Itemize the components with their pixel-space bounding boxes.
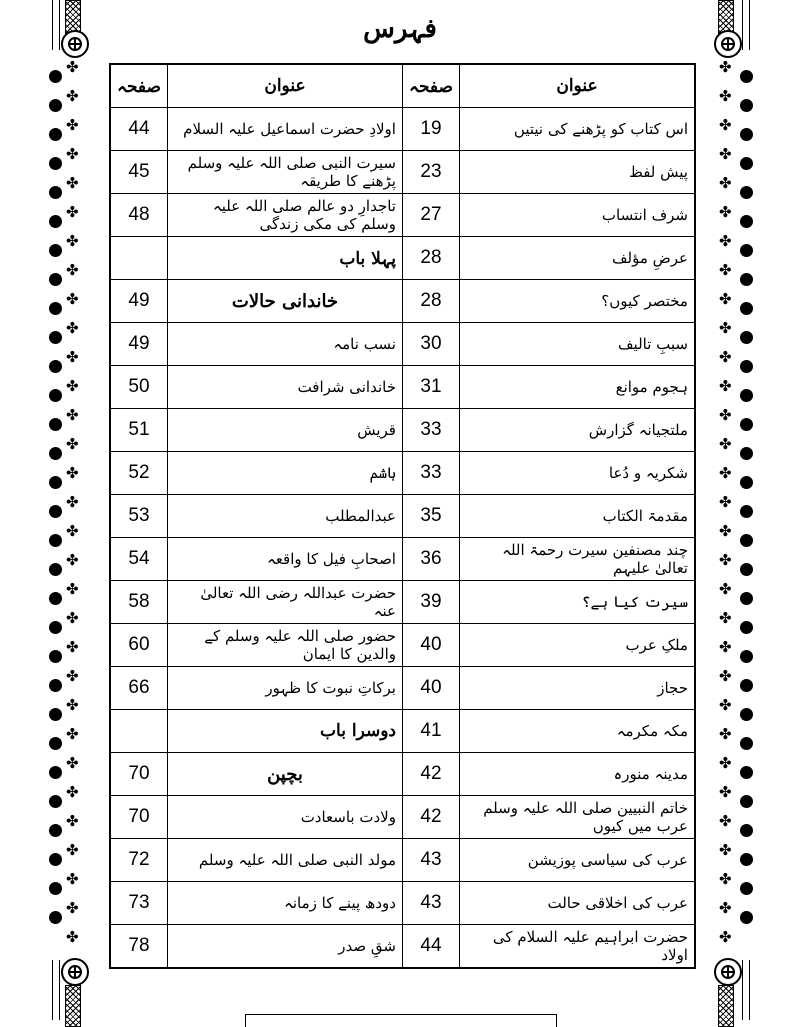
flower-icon: ✤ xyxy=(66,638,79,656)
right-page-number: 27 xyxy=(402,194,459,237)
lattice-ornament-icon xyxy=(65,985,81,1027)
border-rail-bottom xyxy=(742,960,750,1020)
flower-icon: ✤ xyxy=(719,725,732,743)
right-entry-title: ملکِ عرب xyxy=(459,624,695,667)
flower-icon: ✤ xyxy=(719,696,732,714)
flower-icon: ✤ xyxy=(66,667,79,685)
flower-icon: ✤ xyxy=(66,783,79,801)
left-entry-title: دودھ پینے کا زمانہ xyxy=(167,882,402,925)
flower-icon: ✤ xyxy=(66,899,79,917)
bead-icon xyxy=(49,331,62,344)
table-header-row xyxy=(110,64,695,108)
left-page-number: 48 xyxy=(110,194,167,237)
flower-icon: ✤ xyxy=(719,290,732,308)
right-page-number: 42 xyxy=(402,796,459,839)
flower-icon: ✤ xyxy=(719,87,732,105)
table-row xyxy=(110,710,695,753)
right-entry-title: شکریہ و دُعا xyxy=(459,452,695,495)
right-page-number: 23 xyxy=(402,151,459,194)
bead-icon xyxy=(49,795,62,808)
right-page-number: 19 xyxy=(402,108,459,151)
bead-icon xyxy=(49,128,62,141)
bead-icon xyxy=(740,824,753,837)
flower-icon: ✤ xyxy=(66,348,79,366)
flower-icon: ✤ xyxy=(719,261,732,279)
right-entry-title: مقدمۃ الکتاب xyxy=(459,495,695,538)
left-entry-title: ہاشم xyxy=(167,452,402,495)
flower-icon: ✤ xyxy=(66,696,79,714)
right-entry-title: ملتجیانہ گزارش xyxy=(459,409,695,452)
flower-icon: ✤ xyxy=(66,580,79,598)
flower-icon: ✤ xyxy=(66,58,79,76)
flower-icon: ✤ xyxy=(719,754,732,772)
flower-icon: ✤ xyxy=(66,609,79,627)
flower-icon: ✤ xyxy=(719,435,732,453)
flower-icon: ✤ xyxy=(66,232,79,250)
flower-chain xyxy=(717,60,737,960)
left-page-number: 50 xyxy=(110,366,167,409)
medallion-ornament-icon xyxy=(714,30,742,58)
table-row xyxy=(110,667,695,710)
right-entry-title: پیش لفظ xyxy=(459,151,695,194)
flower-icon: ✤ xyxy=(66,145,79,163)
left-entry-title: پہلا باب xyxy=(167,237,402,280)
flower-icon: ✤ xyxy=(66,725,79,743)
table-body xyxy=(110,108,695,969)
left-page-number: 78 xyxy=(110,925,167,969)
flower-icon: ✤ xyxy=(66,406,79,424)
bead-icon xyxy=(740,128,753,141)
right-entry-title: مختصر کیوں؟ xyxy=(459,280,695,323)
flower-icon: ✤ xyxy=(719,522,732,540)
decorative-border-left xyxy=(40,0,100,1020)
table-row xyxy=(110,323,695,366)
bead-icon xyxy=(740,447,753,460)
bead-chain xyxy=(48,70,64,950)
left-page-number: 45 xyxy=(110,151,167,194)
flower-icon: ✤ xyxy=(66,290,79,308)
left-page-number: 58 xyxy=(110,581,167,624)
left-page-number xyxy=(110,710,167,753)
footer-ornament-box xyxy=(245,1014,557,1027)
left-entry-title: برکاتِ نبوت کا ظہور xyxy=(167,667,402,710)
bead-icon xyxy=(740,534,753,547)
bead-icon xyxy=(740,737,753,750)
bead-icon xyxy=(740,650,753,663)
medallion-ornament-icon xyxy=(714,958,742,986)
header-title-right: عنوان xyxy=(459,64,695,108)
flower-icon: ✤ xyxy=(66,754,79,772)
bead-icon xyxy=(49,679,62,692)
right-entry-title: اس کتاب کو پڑھنے کی نیتیں xyxy=(459,108,695,151)
left-page-number: 54 xyxy=(110,538,167,581)
flower-icon: ✤ xyxy=(719,406,732,424)
table-row xyxy=(110,194,695,237)
table-row xyxy=(110,839,695,882)
page-title: فہرس xyxy=(363,14,437,44)
bead-icon xyxy=(49,824,62,837)
bead-icon xyxy=(49,505,62,518)
bead-icon xyxy=(49,157,62,170)
right-page-number: 28 xyxy=(402,237,459,280)
bead-icon xyxy=(740,157,753,170)
bead-icon xyxy=(740,331,753,344)
table-row xyxy=(110,366,695,409)
left-entry-title: مولد النبی صلی اللہ علیہ وسلم xyxy=(167,839,402,882)
bead-icon xyxy=(49,273,62,286)
flower-icon: ✤ xyxy=(719,841,732,859)
medallion-ornament-icon xyxy=(61,958,89,986)
table-row xyxy=(110,753,695,796)
left-entry-title: اولادِ حضرت اسماعیل علیہ السلام xyxy=(167,108,402,151)
bead-icon xyxy=(740,911,753,924)
right-entry-title: شرف انتساب xyxy=(459,194,695,237)
bead-icon xyxy=(49,215,62,228)
right-page-number: 42 xyxy=(402,753,459,796)
bead-icon xyxy=(740,708,753,721)
border-rail-bottom xyxy=(52,960,60,1020)
flower-icon: ✤ xyxy=(719,145,732,163)
left-entry-title: بچپن xyxy=(167,753,402,796)
right-page-number: 39 xyxy=(402,581,459,624)
left-entry-title: حضرت عبداللہ رضی اللہ تعالیٰ عنہ xyxy=(167,581,402,624)
table-of-contents xyxy=(109,63,696,969)
flower-icon: ✤ xyxy=(719,667,732,685)
left-page-number: 44 xyxy=(110,108,167,151)
bead-icon xyxy=(49,70,62,83)
left-page-number: 70 xyxy=(110,753,167,796)
flower-icon: ✤ xyxy=(719,638,732,656)
right-entry-title: عرضِ مؤلف xyxy=(459,237,695,280)
bead-icon xyxy=(49,476,62,489)
header-page-right: صفحہ xyxy=(402,64,459,108)
table-row xyxy=(110,495,695,538)
flower-icon: ✤ xyxy=(66,928,79,946)
right-entry-title: چند مصنفین سیرت رحمۃ اللہ تعالیٰ علیہم xyxy=(459,538,695,581)
border-rail-top xyxy=(742,0,750,50)
table-row xyxy=(110,925,695,969)
left-entry-title: سیرت النبی صلی اللہ علیہ وسلم پڑھنے کا طریقہ xyxy=(167,151,402,194)
table-row xyxy=(110,108,695,151)
bead-icon xyxy=(49,389,62,402)
right-entry-title: حجاز xyxy=(459,667,695,710)
left-entry-title: عبدالمطلب xyxy=(167,495,402,538)
flower-icon: ✤ xyxy=(719,928,732,946)
right-page-number: 43 xyxy=(402,882,459,925)
right-entry-title: حضرت ابراہیم علیہ السلام کی اولاد xyxy=(459,925,695,969)
flower-icon: ✤ xyxy=(66,812,79,830)
medallion-ornament-icon xyxy=(61,30,89,58)
bead-icon xyxy=(740,795,753,808)
flower-chain xyxy=(64,60,84,960)
right-entry-title: خاتم النبیین صلی اللہ علیہ وسلم عرب میں کیوں xyxy=(459,796,695,839)
header-title-left: عنوان xyxy=(167,64,402,108)
flower-icon: ✤ xyxy=(719,58,732,76)
right-page-number: 43 xyxy=(402,839,459,882)
flower-icon: ✤ xyxy=(719,812,732,830)
flower-icon: ✤ xyxy=(719,116,732,134)
left-entry-title: نسب نامہ xyxy=(167,323,402,366)
right-page-number: 28 xyxy=(402,280,459,323)
bead-icon xyxy=(49,99,62,112)
bead-icon xyxy=(740,882,753,895)
left-page-number: 49 xyxy=(110,280,167,323)
bead-icon xyxy=(49,737,62,750)
right-page-number: 33 xyxy=(402,452,459,495)
flower-icon: ✤ xyxy=(66,261,79,279)
table-row xyxy=(110,452,695,495)
flower-icon: ✤ xyxy=(66,87,79,105)
flower-icon: ✤ xyxy=(719,348,732,366)
bead-icon xyxy=(49,360,62,373)
bead-icon xyxy=(740,621,753,634)
bead-icon xyxy=(49,244,62,257)
flower-icon: ✤ xyxy=(719,580,732,598)
flower-icon: ✤ xyxy=(66,464,79,482)
right-entry-title: مکہ مکرمہ xyxy=(459,710,695,753)
bead-icon xyxy=(740,360,753,373)
left-entry-title: خاندانی شرافت xyxy=(167,366,402,409)
flower-icon: ✤ xyxy=(66,116,79,134)
bead-icon xyxy=(49,882,62,895)
bead-icon xyxy=(740,99,753,112)
right-page-number: 41 xyxy=(402,710,459,753)
flower-icon: ✤ xyxy=(719,232,732,250)
decorative-border-right xyxy=(700,0,760,1020)
bead-icon xyxy=(740,273,753,286)
flower-icon: ✤ xyxy=(719,493,732,511)
bead-icon xyxy=(49,418,62,431)
flower-icon: ✤ xyxy=(66,203,79,221)
bead-icon xyxy=(740,186,753,199)
right-page-number: 40 xyxy=(402,667,459,710)
lattice-ornament-icon xyxy=(718,985,734,1027)
left-entry-title: خاندانی حالات xyxy=(167,280,402,323)
left-entry-title: اصحابِ فیل کا واقعہ xyxy=(167,538,402,581)
table-row xyxy=(110,624,695,667)
right-page-number: 35 xyxy=(402,495,459,538)
table-row xyxy=(110,581,695,624)
flower-icon: ✤ xyxy=(719,783,732,801)
flower-icon: ✤ xyxy=(66,377,79,395)
left-page-number: 52 xyxy=(110,452,167,495)
flower-icon: ✤ xyxy=(66,493,79,511)
bead-icon xyxy=(49,708,62,721)
bead-icon xyxy=(740,505,753,518)
left-entry-title: قریش xyxy=(167,409,402,452)
left-page-number: 53 xyxy=(110,495,167,538)
left-page-number: 49 xyxy=(110,323,167,366)
right-page-number: 36 xyxy=(402,538,459,581)
table-row xyxy=(110,538,695,581)
flower-icon: ✤ xyxy=(66,522,79,540)
left-page-number xyxy=(110,237,167,280)
bead-icon xyxy=(740,592,753,605)
right-page-number: 40 xyxy=(402,624,459,667)
table-row xyxy=(110,237,695,280)
bead-icon xyxy=(49,911,62,924)
flower-icon: ✤ xyxy=(719,319,732,337)
header-page-left: صفحہ xyxy=(110,64,167,108)
bead-icon xyxy=(740,563,753,576)
table-row xyxy=(110,796,695,839)
right-entry-title: عرب کی سیاسی پوزیشن xyxy=(459,839,695,882)
flower-icon: ✤ xyxy=(66,435,79,453)
bead-icon xyxy=(49,592,62,605)
left-entry-title: ولادت باسعادت xyxy=(167,796,402,839)
table-row xyxy=(110,882,695,925)
flower-icon: ✤ xyxy=(719,377,732,395)
right-entry-title: عرب کی اخلاقی حالت xyxy=(459,882,695,925)
bead-icon xyxy=(740,476,753,489)
right-page-number: 30 xyxy=(402,323,459,366)
left-entry-title: دوسرا باب xyxy=(167,710,402,753)
table-row xyxy=(110,151,695,194)
border-rail-top xyxy=(52,0,60,50)
left-entry-title: حضور صلی اللہ علیہ وسلم کے والدین کا ایمان xyxy=(167,624,402,667)
left-page-number: 60 xyxy=(110,624,167,667)
right-entry-title: ہجوم موانع xyxy=(459,366,695,409)
flower-icon: ✤ xyxy=(66,870,79,888)
right-entry-title: مدینہ منورہ xyxy=(459,753,695,796)
flower-icon: ✤ xyxy=(719,174,732,192)
bead-icon xyxy=(740,70,753,83)
bead-icon xyxy=(49,186,62,199)
table-row xyxy=(110,280,695,323)
flower-icon: ✤ xyxy=(66,551,79,569)
flower-icon: ✤ xyxy=(719,464,732,482)
right-page-number: 44 xyxy=(402,925,459,969)
bead-icon xyxy=(740,853,753,866)
flower-icon: ✤ xyxy=(719,551,732,569)
flower-icon: ✤ xyxy=(719,899,732,917)
bead-icon xyxy=(740,418,753,431)
bead-icon xyxy=(49,766,62,779)
left-page-number: 66 xyxy=(110,667,167,710)
bead-icon xyxy=(49,621,62,634)
right-page-number: 33 xyxy=(402,409,459,452)
bead-icon xyxy=(49,447,62,460)
left-page-number: 70 xyxy=(110,796,167,839)
flower-icon: ✤ xyxy=(719,609,732,627)
flower-icon: ✤ xyxy=(66,174,79,192)
bead-icon xyxy=(740,389,753,402)
left-page-number: 51 xyxy=(110,409,167,452)
flower-icon: ✤ xyxy=(719,870,732,888)
bead-icon xyxy=(740,244,753,257)
left-page-number: 73 xyxy=(110,882,167,925)
right-page-number: 31 xyxy=(402,366,459,409)
bead-icon xyxy=(49,534,62,547)
bead-icon xyxy=(49,650,62,663)
right-entry-title: سببِ تالیف xyxy=(459,323,695,366)
right-entry-title: سیرت کیا ہے؟ xyxy=(459,581,695,624)
flower-icon: ✤ xyxy=(66,841,79,859)
left-page-number: 72 xyxy=(110,839,167,882)
bead-chain xyxy=(739,70,755,950)
bead-icon xyxy=(49,563,62,576)
bead-icon xyxy=(740,766,753,779)
left-entry-title: تاجدارِ دو عالم صلی اللہ علیہ وسلم کی مکی زندگی xyxy=(167,194,402,237)
left-entry-title: شقِ صدر xyxy=(167,925,402,969)
flower-icon: ✤ xyxy=(66,319,79,337)
bead-icon xyxy=(49,853,62,866)
flower-icon: ✤ xyxy=(719,203,732,221)
table-row xyxy=(110,409,695,452)
bead-icon xyxy=(740,215,753,228)
bead-icon xyxy=(740,679,753,692)
bead-icon xyxy=(740,302,753,315)
bead-icon xyxy=(49,302,62,315)
